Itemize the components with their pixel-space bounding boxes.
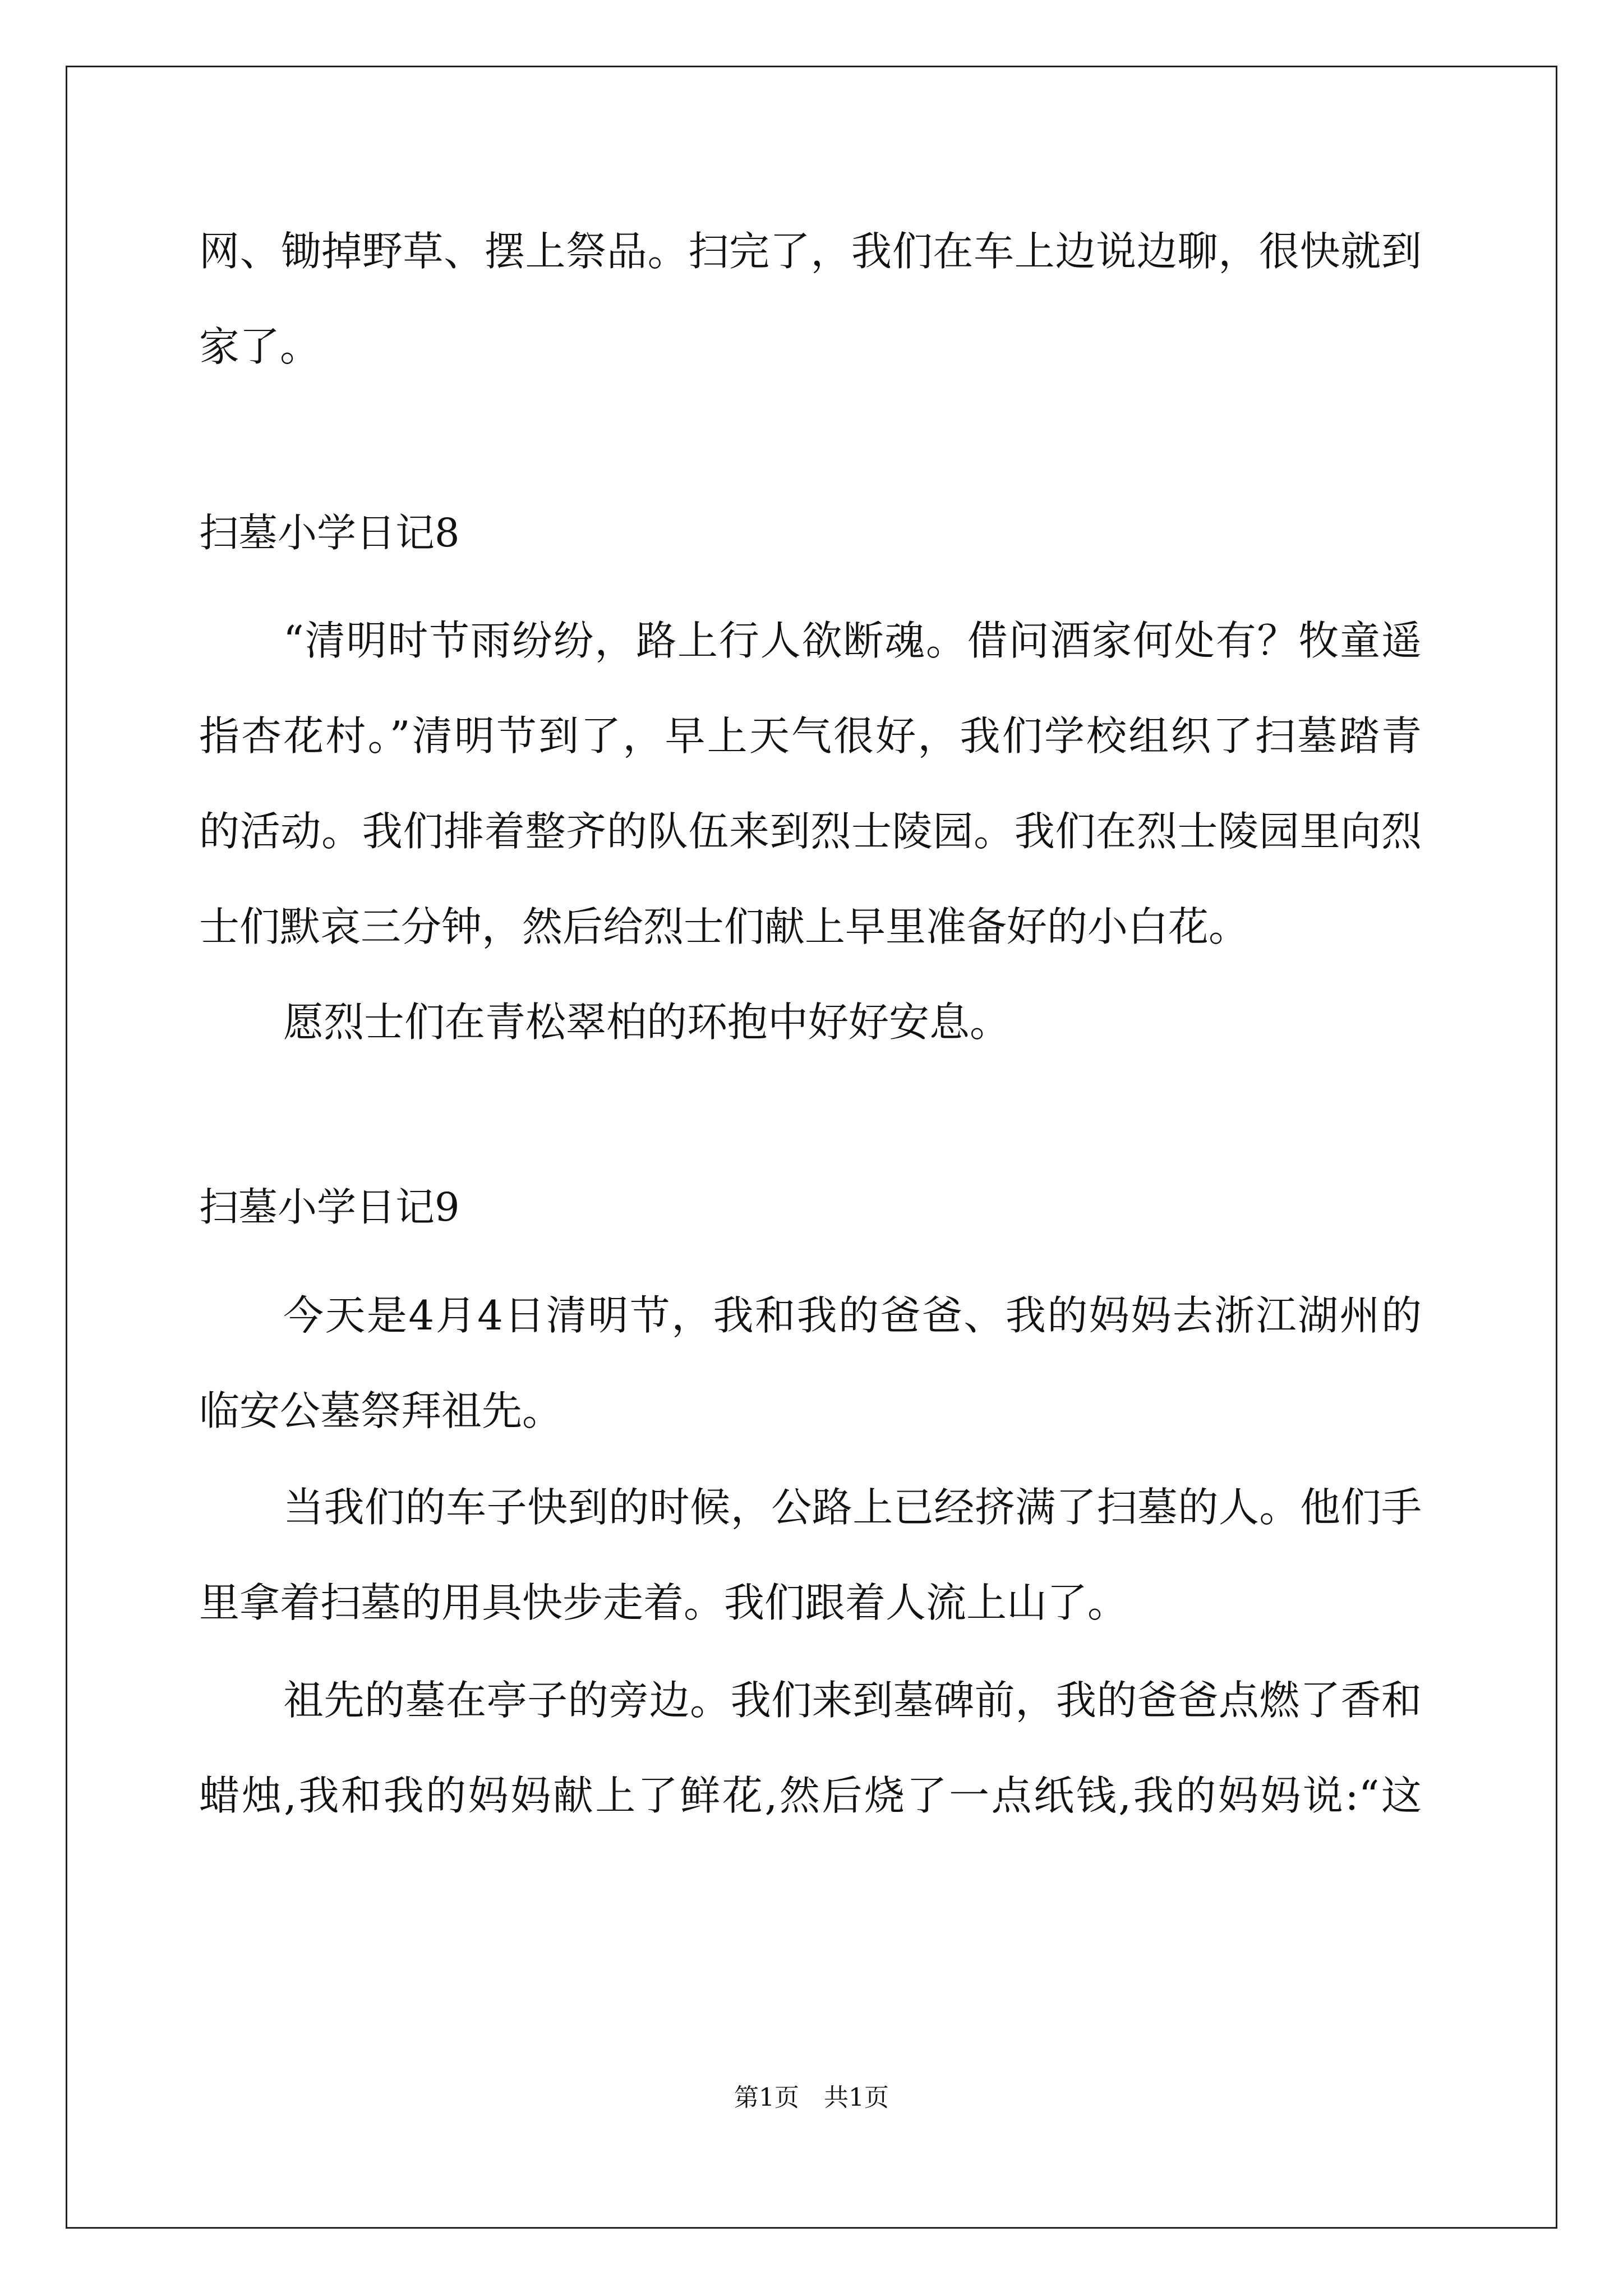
paragraph-line: 网、锄掉野草、摆上祭品。扫完了，我们在车上边说边聊，很快就到 — [199, 228, 1422, 275]
paragraph-line: 今天是4月4日清明节，我和我的爸爸、我的妈妈去浙江湖州的 — [283, 1292, 1422, 1339]
paragraph-line: 临安公墓祭拜祖先。 — [199, 1387, 563, 1434]
paragraph-line: 的活动。我们排着整齐的队伍来到烈士陵园。我们在烈士陵园里向烈 — [199, 808, 1422, 855]
paragraph-line: 愿烈士们在青松翠柏的环抱中好好安息。 — [283, 999, 1011, 1046]
page-total: 共1页 — [824, 2083, 889, 2112]
paragraph-line: 指杏花村。”清明节到了，早上天气很好，我们学校组织了扫墓踏青 — [199, 712, 1422, 760]
section-heading: 扫墓小学日记8 — [199, 510, 460, 556]
paragraph-line: “清明时节雨纷纷，路上行人欲断魂。借问酒家何处有？牧童遥 — [283, 617, 1422, 664]
paragraph-line: 里拿着扫墓的用具快步走着。我们跟着人流上山了。 — [199, 1579, 1128, 1626]
page-footer — [0, 2081, 1623, 2115]
paragraph-line: 士们默哀三分钟，然后给烈士们献上早里准备好的小白花。 — [199, 903, 1249, 950]
section-heading: 扫墓小学日记9 — [199, 1184, 460, 1230]
paragraph-line: 蜡烛,我和我的妈妈献上了鲜花,然后烧了一点纸钱,我的妈妈说:“这 — [199, 1772, 1422, 1819]
paragraph-line: 祖先的墓在亭子的旁边。我们来到墓碑前，我的爸爸点燃了香和 — [283, 1677, 1422, 1724]
paragraph-line: 当我们的车子快到的时候，公路上已经挤满了扫墓的人。他们手 — [283, 1484, 1422, 1531]
page-number: 第1页 — [734, 2083, 799, 2112]
page-border — [66, 66, 1557, 2229]
paragraph-line: 家了。 — [199, 323, 321, 370]
